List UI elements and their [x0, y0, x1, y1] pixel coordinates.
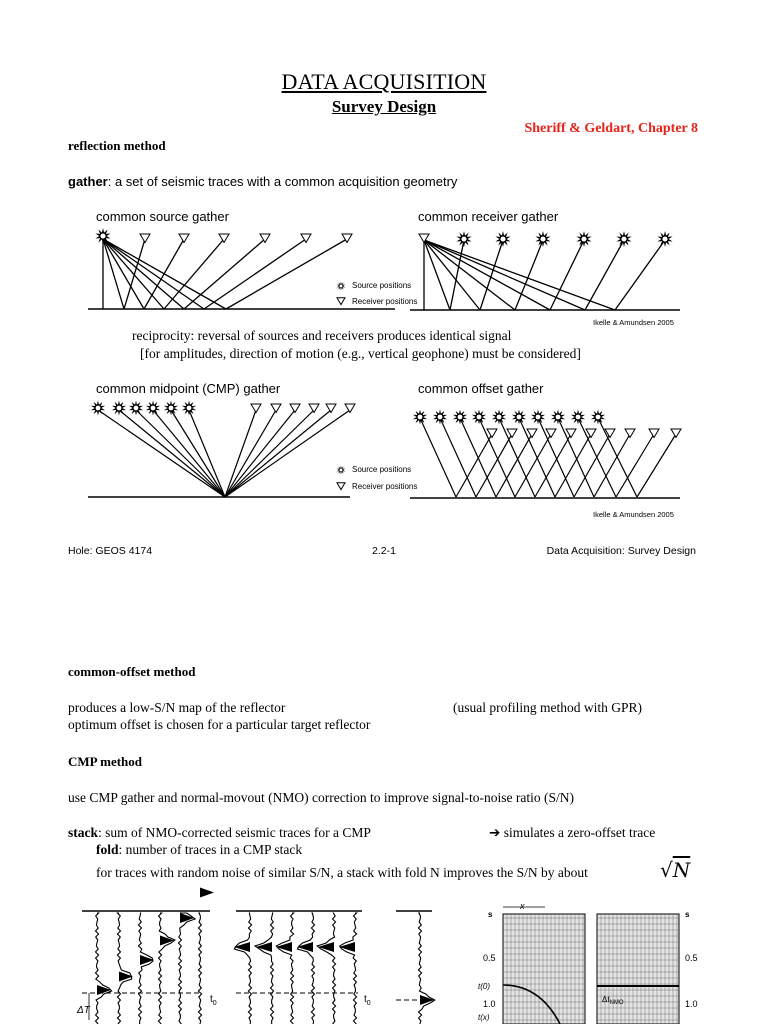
- common-offset-line2: optimum offset is chosen for a particular target reflector: [68, 717, 371, 732]
- seismic-trace: [234, 913, 251, 1024]
- seismic-trace: [96, 913, 112, 1024]
- common-offset-gather-label: common offset gather: [418, 381, 544, 396]
- dt-nmo-sub: NMO: [609, 1000, 624, 1006]
- t0-sub-b: 0: [366, 1000, 371, 1007]
- trace-peak: [160, 936, 174, 946]
- seismic-trace: [317, 913, 335, 1024]
- seismic-trace: [297, 913, 314, 1024]
- seismic-trace: [178, 913, 195, 1024]
- trace-peak: [339, 942, 355, 952]
- footer-topic: Data Acquisition: Survey Design: [546, 545, 696, 557]
- fig1-legend-receiver: Receiver positions: [352, 297, 418, 306]
- stack-result-text: simulates a zero-offset trace: [503, 825, 656, 840]
- gather-def-text: : a set of seismic traces with a common acquisition geometry: [107, 174, 458, 189]
- fold-term: fold: [96, 842, 119, 857]
- common-source-gather-label: common source gather: [96, 209, 229, 224]
- sqrt-variable: N: [672, 858, 691, 882]
- reciprocity-line1: reciprocity: reversal of sources and receivers produces identical signal: [132, 328, 512, 343]
- t-x-label: t(x): [478, 1013, 490, 1022]
- cmp-gather-label: common midpoint (CMP) gather: [96, 381, 281, 396]
- arrow-right-icon: ➔: [489, 825, 501, 840]
- delta-t-label: ΔT: [77, 1005, 90, 1016]
- fig2-credit: Ikelle & Amundsen 2005: [593, 510, 674, 519]
- seismic-trace: [198, 913, 201, 1024]
- seismic-trace: [117, 913, 131, 1024]
- trace-peak: [140, 955, 154, 965]
- x-offset-label: x: [520, 901, 525, 911]
- trace-peak: [200, 888, 214, 898]
- tick-05-right: 0.5: [685, 953, 698, 963]
- s-axis-label-left: s: [488, 910, 493, 919]
- cmp-method-line: use CMP gather and normal-movout (NMO) correction to improve signal-to-noise ratio (S/N): [68, 790, 575, 805]
- gpr-note: (usual profiling method with GPR): [453, 700, 642, 715]
- cmp-method-heading: CMP method: [68, 754, 143, 769]
- seismic-trace: [158, 913, 175, 1024]
- stack-term: stack: [68, 825, 98, 840]
- random-noise-line: for traces with random noise of similar S/N, a stack with fold N improves the S/N by about: [96, 865, 588, 880]
- gather-term: gather: [68, 174, 108, 189]
- tick-10-right: 1.0: [685, 999, 698, 1009]
- seismic-trace: [418, 913, 434, 1024]
- common-offset-heading: common-offset method: [68, 664, 196, 679]
- fig2-legend-receiver: Receiver positions: [352, 482, 418, 491]
- trace-peak: [297, 942, 313, 952]
- footer-page-number: 2.2-1: [372, 545, 396, 557]
- trace-peak: [119, 972, 133, 982]
- fig1-credit: Ikelle & Amundsen 2005: [593, 318, 674, 327]
- common-offset-line1: produces a low-S/N map of the reflector: [68, 700, 286, 715]
- tick-05-left: 0.5: [483, 953, 496, 963]
- svg-text:t0: [210, 994, 217, 1007]
- t-zero-label: t(0): [478, 982, 490, 991]
- page-subtitle: Survey Design: [331, 97, 437, 116]
- t0-label-a: t: [210, 994, 213, 1005]
- dt-nmo-label: Δt: [602, 995, 610, 1004]
- t0-label-b: t: [364, 994, 367, 1005]
- textbook-reference: Sheriff & Geldart, Chapter 8: [524, 121, 698, 136]
- reciprocity-line2: [for amplitudes, direction of motion (e.g., vertical geophone) must be considered]: [140, 346, 581, 361]
- seismic-trace: [276, 913, 293, 1024]
- section-heading-reflection: reflection method: [68, 138, 166, 153]
- fig1-legend-source: Source positions: [352, 281, 412, 290]
- common-receiver-gather-label: common receiver gather: [418, 209, 559, 224]
- page-title: DATA ACQUISITION: [281, 69, 487, 94]
- svg-text:t0: [364, 994, 371, 1007]
- sqrt-symbol: √: [660, 858, 673, 882]
- footer-course: Hole: GEOS 4174: [68, 545, 153, 557]
- seismic-trace: [255, 913, 274, 1024]
- stack-def-text: : sum of NMO-corrected seismic traces for a CMP: [98, 825, 371, 840]
- fig2-legend-source: Source positions: [352, 465, 412, 474]
- seismic-trace: [138, 913, 153, 1024]
- tick-10-left: 1.0: [483, 999, 496, 1009]
- s-axis-label-right: s: [685, 910, 690, 919]
- t0-sub-a: 0: [212, 1000, 217, 1007]
- trace-peak: [276, 942, 292, 952]
- seismic-trace: [340, 913, 357, 1024]
- trace-peak: [234, 942, 250, 952]
- fold-def-text: : number of traces in a CMP stack: [118, 842, 303, 857]
